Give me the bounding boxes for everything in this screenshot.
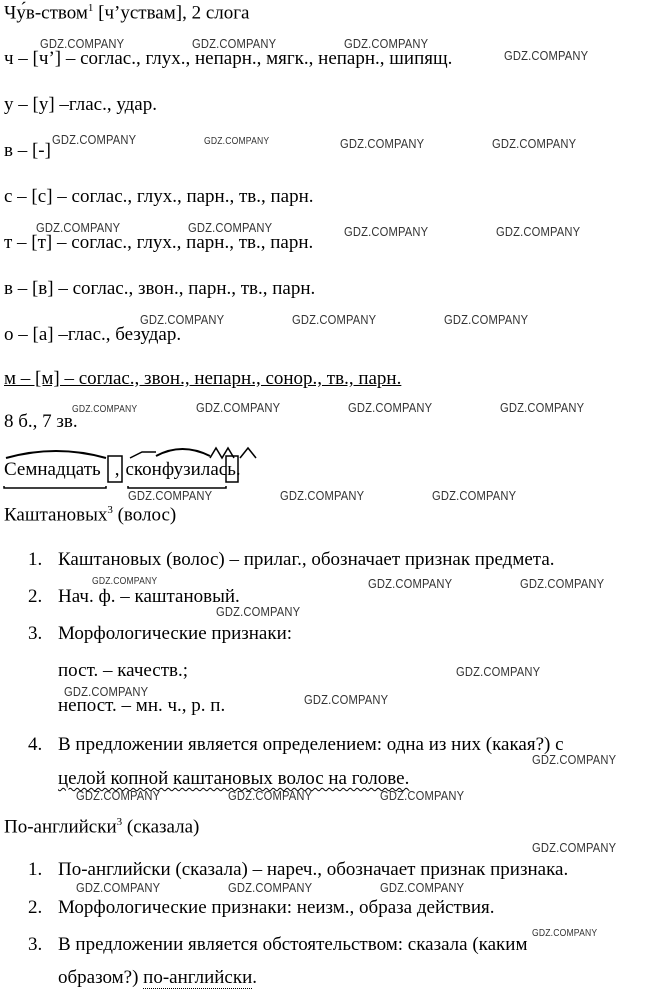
watermark: GDZ.COMPANY xyxy=(196,400,281,415)
watermark: GDZ.COMPANY xyxy=(532,928,598,939)
watermark: GDZ.COMPANY xyxy=(432,488,517,503)
adv-title-sup: 3 xyxy=(116,816,123,828)
watermark: GDZ.COMPANY xyxy=(496,224,581,239)
watermark: GDZ.COMPANY xyxy=(292,312,377,327)
heading-transcription: [ч’уствам], 2 слога xyxy=(93,2,250,24)
watermark: GDZ.COMPANY xyxy=(520,576,605,591)
watermark: GDZ.COMPANY xyxy=(532,752,617,767)
watermark: GDZ.COMPANY xyxy=(344,36,429,51)
adj-title-rest: (волос) xyxy=(112,504,177,526)
watermark: GDZ.COMPANY xyxy=(216,604,301,619)
watermark: GDZ.COMPANY xyxy=(192,36,277,51)
watermark: GDZ.COMPANY xyxy=(40,36,125,51)
watermark: GDZ.COMPANY xyxy=(228,788,313,803)
watermark: GDZ.COMPANY xyxy=(444,312,529,327)
adj-title-sup: 3 xyxy=(107,504,113,516)
watermark: GDZ.COMPANY xyxy=(204,136,270,147)
adv-item-2: 2. Морфологические признаки: неизм., образа действия. xyxy=(28,897,495,918)
adv-item-1: 1. По-английски (сказала) – нареч., обозначает признак признака. xyxy=(28,859,569,880)
watermark: GDZ.COMPANY xyxy=(344,224,429,239)
adv-circumstance: по-английски xyxy=(143,967,253,988)
adv-title-word: По-английски xyxy=(4,816,117,838)
heading-sup: 1 xyxy=(87,2,94,14)
watermark: GDZ.COMPANY xyxy=(140,312,225,327)
ending-box-icon xyxy=(108,456,122,482)
adv-title xyxy=(4,816,199,838)
phonetic-summary: 8 б., 7 зв. xyxy=(4,411,78,432)
watermark: GDZ.COMPANY xyxy=(76,880,161,895)
phonetic-row: у – [у] –глас., удар. xyxy=(4,94,157,115)
morpheme-word-1: Семнадцать xyxy=(4,459,101,480)
adj-item-3: 3. Морфологические признаки: xyxy=(28,623,293,644)
watermark: GDZ.COMPANY xyxy=(532,840,617,855)
adj-item-4-line-2: целой копной каштановых волос на голове. xyxy=(58,768,410,789)
watermark: GDZ.COMPANY xyxy=(348,400,433,415)
morpheme-marks xyxy=(0,440,280,492)
adv-title-rest: (сказала) xyxy=(122,816,200,838)
phonetic-heading xyxy=(4,2,249,24)
watermark: GDZ.COMPANY xyxy=(228,880,313,895)
watermark: GDZ.COMPANY xyxy=(72,404,138,415)
phonetic-row-last xyxy=(4,368,401,390)
watermark: GDZ.COMPANY xyxy=(340,136,425,151)
ending-box-icon xyxy=(226,456,238,482)
adv-item-3-line-2 xyxy=(58,967,257,989)
adj-nepost: непост. – мн. ч., р. п. xyxy=(58,695,226,716)
watermark: GDZ.COMPANY xyxy=(456,664,541,679)
phonetic-row: в – [в] – соглас., звон., парн., тв., парн. xyxy=(4,278,316,299)
adj-title xyxy=(4,504,176,526)
watermark: GDZ.COMPANY xyxy=(52,132,137,147)
heading-word: Чу́в-ством xyxy=(4,2,88,24)
phonetic-row: с – [с] – соглас., глух., парн., тв., парн. xyxy=(4,186,314,207)
watermark: GDZ.COMPANY xyxy=(500,400,585,415)
stem-bracket-icon xyxy=(4,486,106,488)
watermark: GDZ.COMPANY xyxy=(128,488,213,503)
watermark: GDZ.COMPANY xyxy=(380,880,465,895)
adv-period: . xyxy=(252,967,257,988)
watermark: GDZ.COMPANY xyxy=(76,788,161,803)
phonetic-row: в – [-] xyxy=(4,140,51,161)
watermark: GDZ.COMPANY xyxy=(492,136,577,151)
phonetic-row: о – [а] –глас., безудар. xyxy=(4,324,182,345)
watermark: GDZ.COMPANY xyxy=(64,684,149,699)
watermark: GDZ.COMPANY xyxy=(304,692,389,707)
phonetic-row: т – [т] – соглас., глух., парн., тв., парн. xyxy=(4,232,314,253)
watermark: GDZ.COMPANY xyxy=(92,576,158,587)
adv-question: образом?) xyxy=(58,967,139,988)
adj-post: пост. – качеств.; xyxy=(58,660,189,681)
phonetic-row-text: м – [м] – соглас., звон., непарн., сонор., тв., парн. xyxy=(4,368,402,389)
adj-item-2: 2. Нач. ф. – каштановый. xyxy=(28,586,240,607)
adj-item-4: 4. В предложении является определением: одна из них (какая?) с xyxy=(28,734,564,755)
adj-item-1: 1. Каштановых (волос) – прилаг., обозначает признак предмета. xyxy=(28,549,555,570)
watermark: GDZ.COMPANY xyxy=(188,220,273,235)
phonetic-row: ч – [ч’] – соглас., глух., непарн., мягк., непарн., шипящ. xyxy=(4,48,453,69)
adv-item-3: 3. В предложении является обстоятельством: сказала (каким xyxy=(28,934,528,955)
watermark: GDZ.COMPANY xyxy=(368,576,453,591)
root-arc-icon xyxy=(156,449,210,456)
watermark: GDZ.COMPANY xyxy=(280,488,365,503)
watermark: GDZ.COMPANY xyxy=(504,48,589,63)
watermark: GDZ.COMPANY xyxy=(36,220,121,235)
morpheme-comma: , xyxy=(114,459,120,480)
morpheme-word-2: сконфузилась. xyxy=(125,459,241,480)
adj-title-word: Каштановых xyxy=(4,504,108,526)
root-arc-icon xyxy=(6,451,106,458)
prefix-mark-icon xyxy=(130,452,156,458)
postfix-mark-icon xyxy=(240,448,256,458)
watermark: GDZ.COMPANY xyxy=(380,788,465,803)
